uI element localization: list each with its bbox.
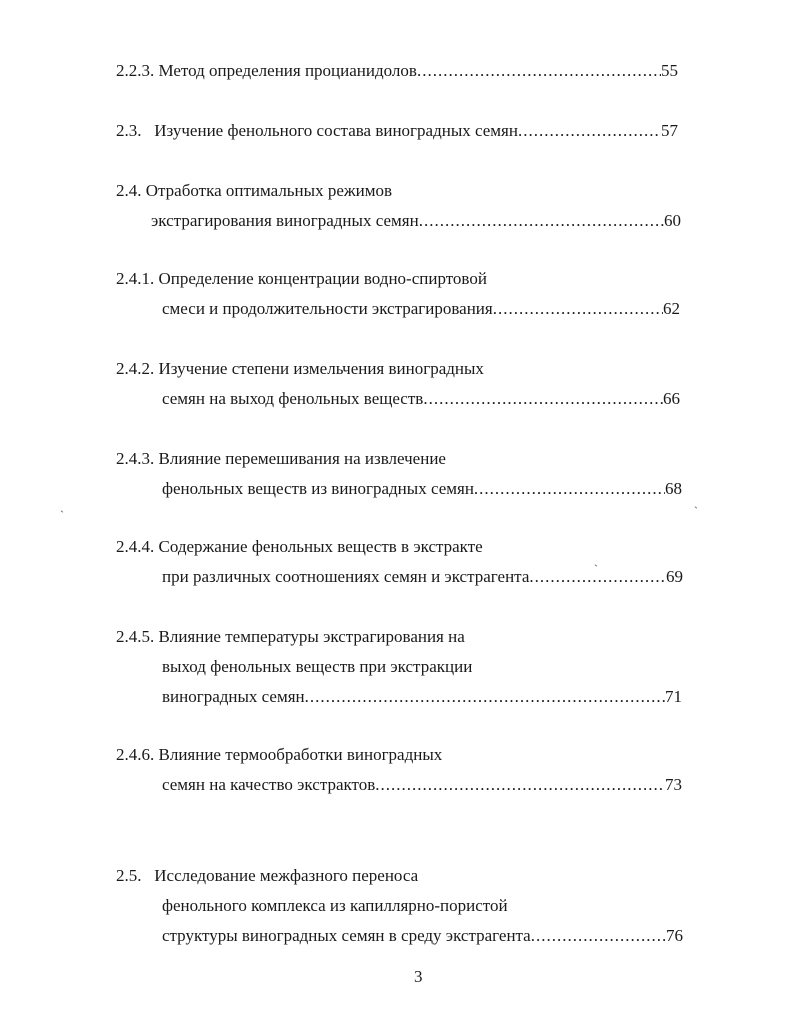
toc-entry-page: 57	[661, 121, 678, 140]
toc-entry-page: 62	[663, 299, 680, 318]
toc-entry-title: 2.4.3. Влияние перемешивания на извлечение	[116, 449, 446, 468]
toc-entry-page: 68	[665, 479, 682, 498]
toc-entry-page: 66	[663, 389, 680, 408]
scan-speck: ˎ	[60, 499, 64, 513]
toc-entry-2-4-2-line2	[162, 388, 680, 410]
toc-entry-2-4-6-line2	[162, 774, 682, 796]
toc-entry-title-cont: при различных соотношениях семян и экстрагента	[162, 567, 530, 586]
toc-entry-2-5-line1	[116, 865, 418, 887]
toc-entry-title: 2.4.5. Влияние температуры экстрагирования на	[116, 627, 465, 646]
toc-entry-2-4-5-line1	[116, 626, 465, 648]
toc-entry-page: 55	[661, 61, 678, 80]
toc-entry-page: 76	[666, 926, 683, 945]
toc-entry-title-cont: смеси и продолжительности экстрагирования	[162, 299, 493, 318]
toc-entry-title: 2.4.4. Содержание фенольных веществ в экстракте	[116, 537, 483, 556]
toc-entry-title-cont: структуры виноградных семян в среду экстрагента	[162, 926, 531, 945]
toc-entry-2-4-6-line1	[116, 744, 442, 766]
toc-entry-2-4-2-line1	[116, 358, 484, 380]
toc-entry-page: 71	[665, 687, 682, 706]
toc-leader-dots	[305, 686, 665, 708]
toc-entry-title: 2.3. Изучение фенольного состава виноградных семян	[116, 121, 518, 140]
toc-entry-title-cont: виноградных семян	[162, 687, 305, 706]
toc-entry-title: 2.4.1. Определение концентрации водно-спиртовой	[116, 269, 487, 288]
toc-entry-2-5-line3	[162, 925, 683, 947]
toc-entry-2-5-line2	[162, 895, 508, 917]
toc-leader-dots	[375, 774, 665, 796]
toc-entry-2-4-4-line1	[116, 536, 483, 558]
toc-leader-dots	[417, 60, 661, 82]
page-number: 3	[414, 967, 423, 986]
toc-entry-title: 2.5. Исследование межфазного переноса	[116, 866, 419, 885]
toc-entry-page: 69	[666, 567, 683, 586]
toc-leader-dots	[423, 388, 663, 410]
toc-entry-2-3	[116, 120, 678, 142]
toc-entry-title-cont: семян на качество экстрактов	[162, 775, 376, 794]
toc-entry-title: 2.4.2. Изучение степени измельчения виноградных	[116, 359, 484, 378]
toc-entry-2-4-1-line1	[116, 268, 487, 290]
toc-entry-title: 2.4. Отработка оптимальных режимов	[116, 181, 393, 200]
toc-leader-dots	[529, 566, 666, 588]
toc-entry-title-cont: выход фенольных веществ при экстракции	[162, 657, 473, 676]
toc-entry-2-2-3	[116, 60, 678, 82]
toc-leader-dots	[474, 478, 665, 500]
toc-entry-2-4-line1	[116, 180, 392, 202]
scan-speck: ˏ	[594, 553, 598, 567]
toc-entry-title: 2.2.3. Метод определения процианидолов	[116, 61, 417, 80]
toc-entry-title: 2.4.6. Влияние термообработки виноградных	[116, 745, 443, 764]
toc-entry-2-4-5-line2	[162, 656, 472, 678]
toc-entry-title-cont: экстрагирования виноградных семян	[151, 211, 419, 230]
toc-leader-dots	[419, 210, 664, 232]
scan-speck: ˏ	[694, 495, 698, 509]
toc-leader-dots	[531, 925, 666, 947]
toc-entry-2-4-1-line2	[162, 298, 680, 320]
toc-entry-page: 60	[664, 211, 681, 230]
toc-entry-page: 73	[665, 775, 682, 794]
toc-leader-dots	[493, 298, 663, 320]
toc-entry-2-4-5-line3	[162, 686, 682, 708]
toc-entry-title-cont: семян на выход фенольных веществ	[162, 389, 424, 408]
toc-entry-title-cont: фенольных веществ из виноградных семян	[162, 479, 474, 498]
toc-entry-title-cont: фенольного комплекса из капиллярно-пористой	[162, 896, 508, 915]
toc-leader-dots	[518, 120, 661, 142]
toc-entry-2-4-4-line2	[162, 566, 683, 588]
toc-entry-2-4-3-line2	[162, 478, 682, 500]
toc-entry-2-4-3-line1	[116, 448, 446, 470]
toc-entry-2-4-line2	[151, 210, 681, 232]
